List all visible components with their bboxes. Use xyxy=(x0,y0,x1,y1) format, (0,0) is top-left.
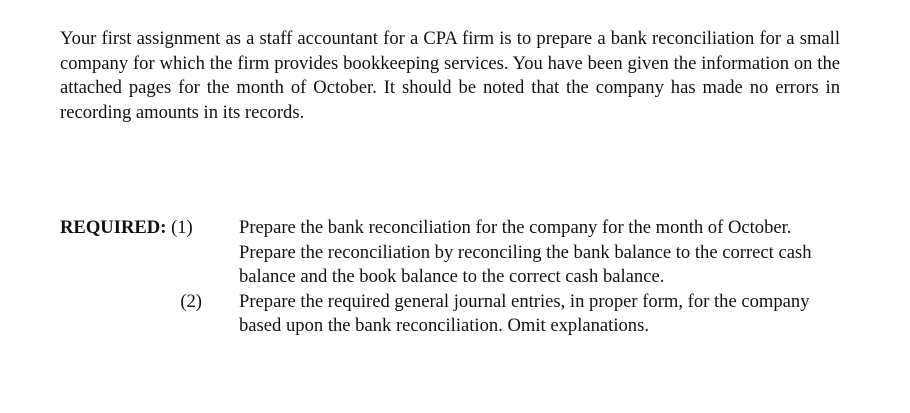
intro-paragraph: Your first assignment as a staff accountant for a CPA firm is to prepare a bank reconciliation for a small company for which the firm provides bookkeeping services. You have been given the information on the attached pages for the month of October. It should be noted that the company has made no errors in recording amounts in its records. xyxy=(60,28,840,123)
required-section xyxy=(60,216,842,339)
required-label: REQUIRED: xyxy=(60,217,167,238)
item-number: (2) xyxy=(180,290,202,312)
required-item-1 xyxy=(60,216,842,290)
required-label-group xyxy=(60,216,239,241)
item-number: (1) xyxy=(171,217,193,238)
item-text: Prepare the required general journal entries, in proper form, for the company based upon the bank reconciliation. Omit explanations. xyxy=(239,290,810,337)
required-item-2 xyxy=(60,290,842,339)
item-text: Prepare the bank reconciliation for the company for the month of October. Prepare the reconciliation by reconciling the bank balance to the correct cash balance and the book balance to the correct cash balance. xyxy=(239,217,812,288)
